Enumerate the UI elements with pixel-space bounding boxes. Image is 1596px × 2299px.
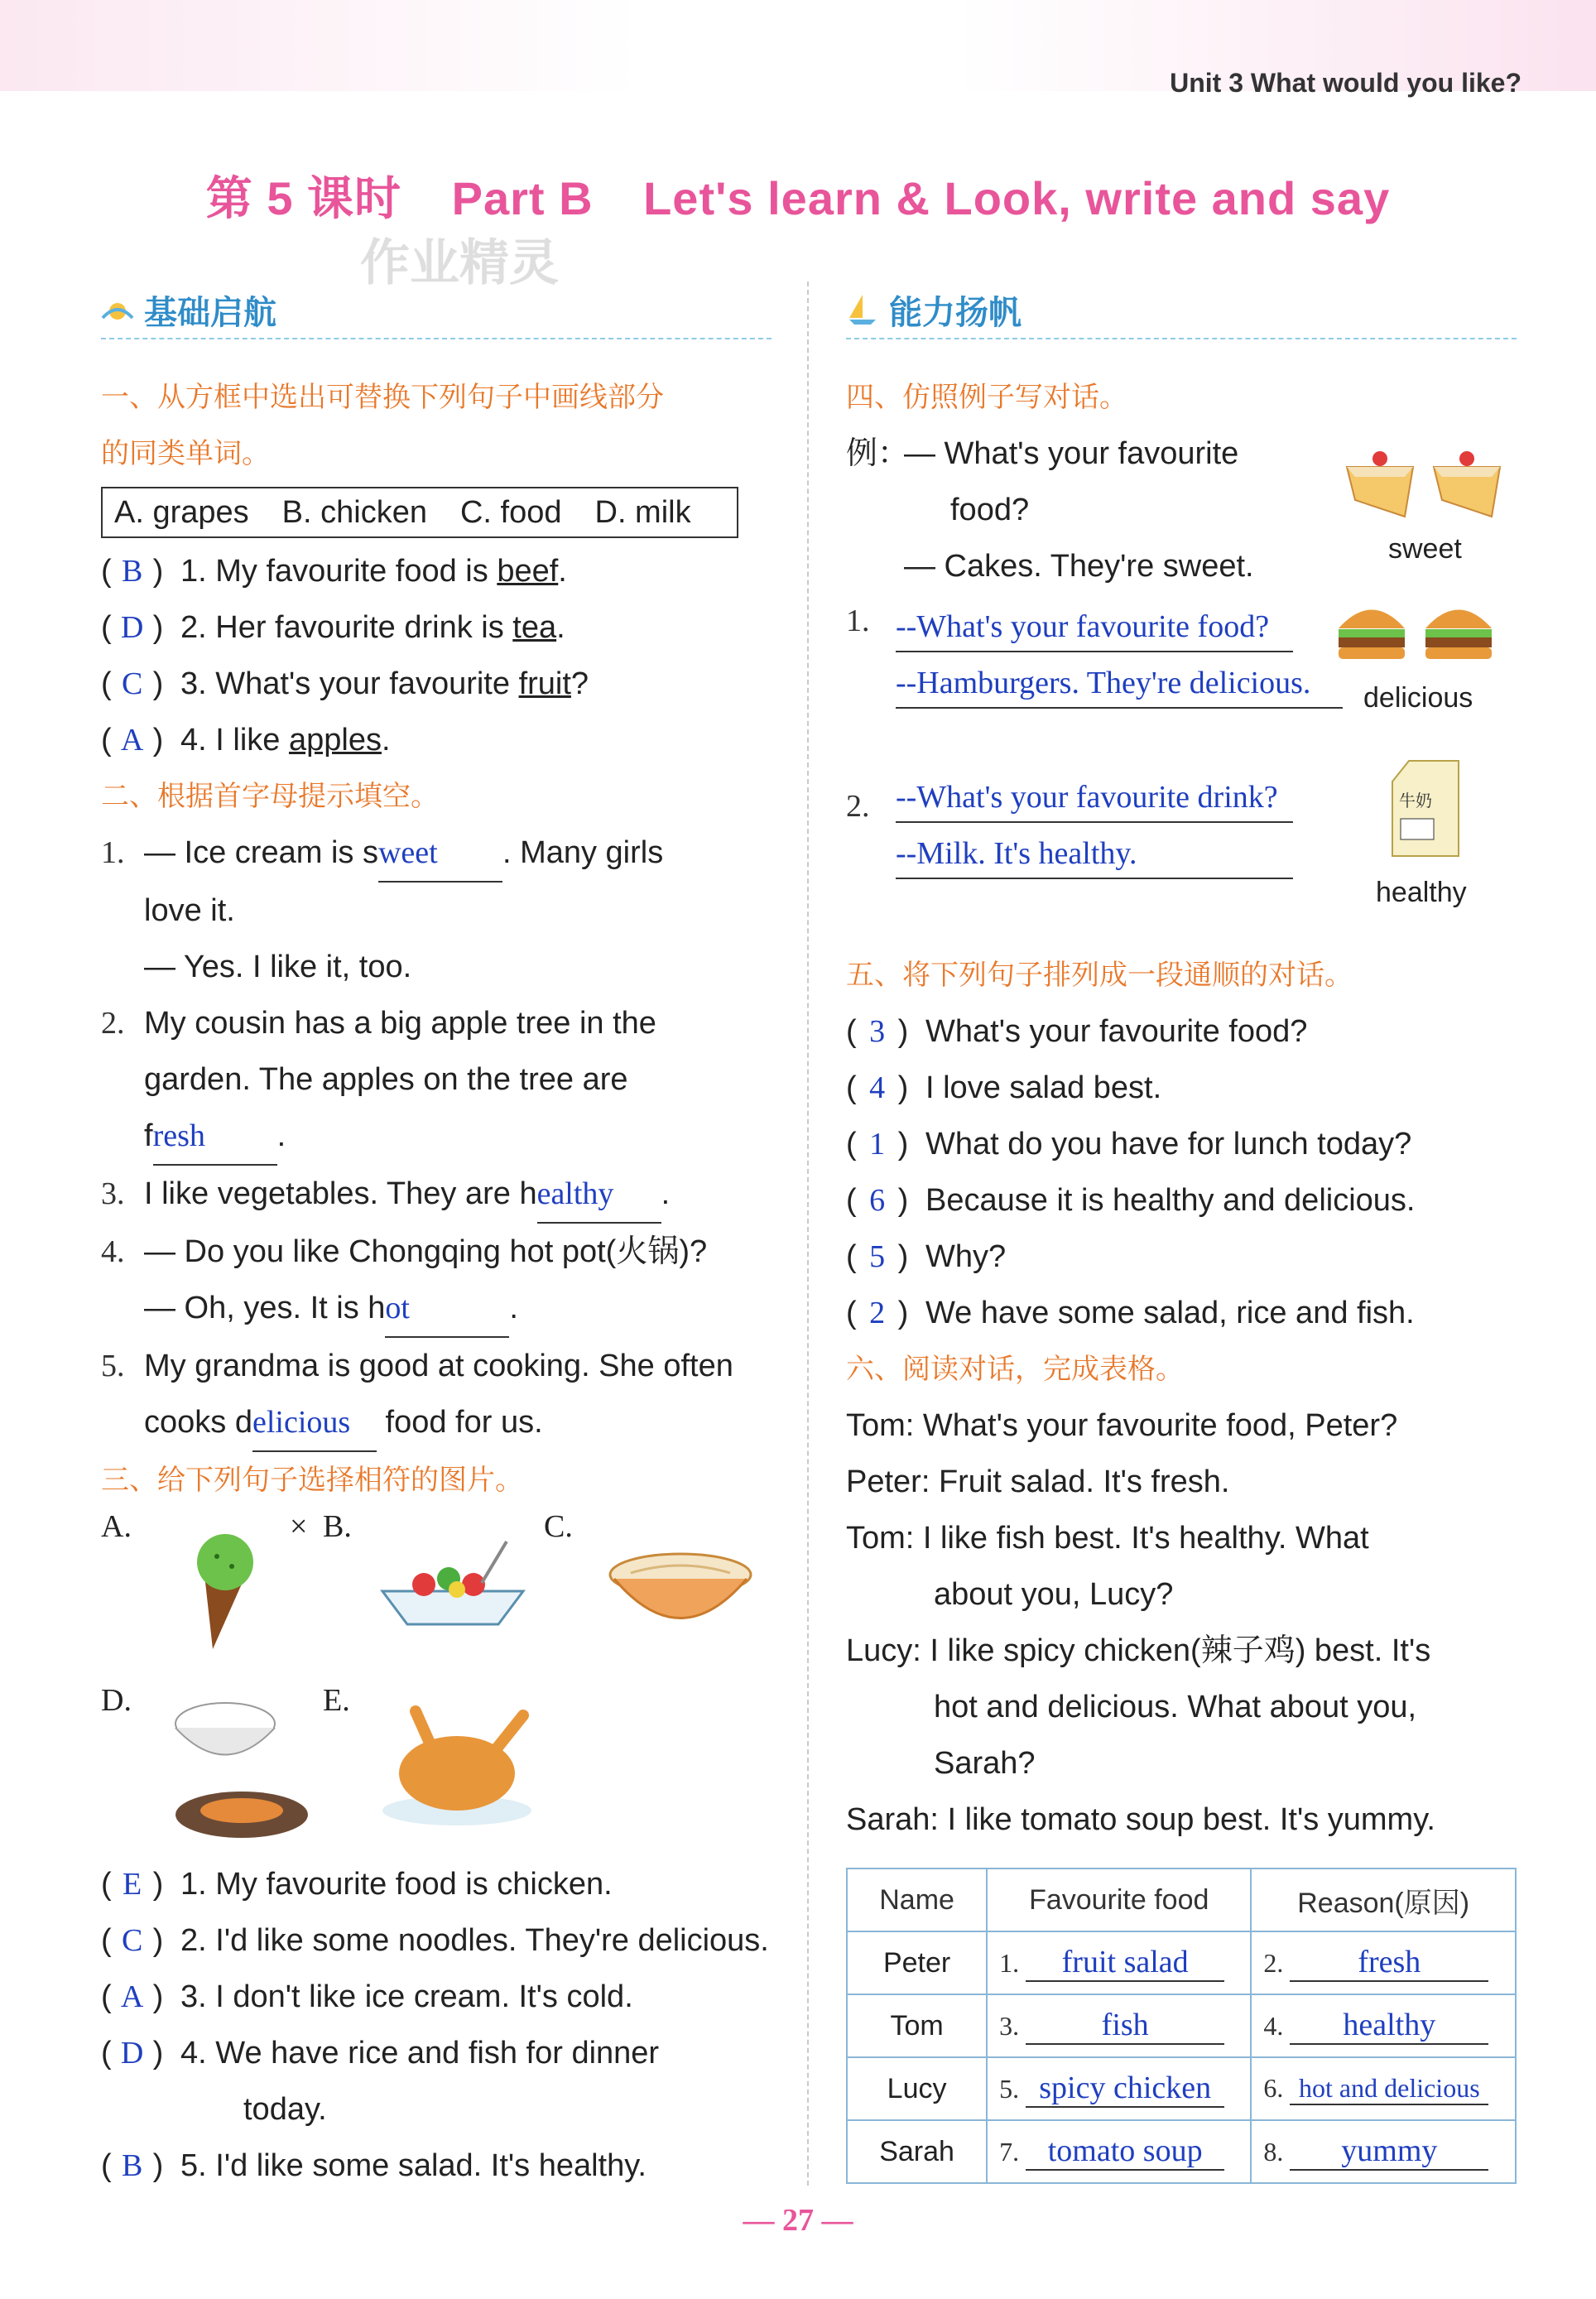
sailboat-icon [846,293,879,326]
answer-cell[interactable]: fish [1026,2007,1224,2045]
topic-label: Let's learn & Look, write and say [643,172,1391,224]
watermark: 作业精灵 [360,235,559,291]
answer-blank[interactable]: ealthy [537,1166,661,1224]
answer-line[interactable]: --Hamburgers. They're delicious. [896,659,1343,709]
q5-item: ( 6 ) Because it is healthy and delicious. [846,1172,1517,1229]
q2-item-cont: garden. The apples on the tree are [144,1062,628,1097]
section-ability-title: 能力扬帆 [889,293,1022,332]
answer-cell[interactable]: healthy [1290,2007,1488,2045]
answer-text: 2 [869,1296,886,1330]
word-option: D. milk [594,494,691,530]
answer-blank[interactable]: elicious [252,1394,377,1452]
delicious-label: delicious [1363,682,1473,714]
sweet-label: sweet [1388,533,1462,565]
q2-item-cont: — Yes. I like it, too. [144,950,412,984]
answer-text: C [121,1923,143,1958]
q3-item: ( D ) 4. We have rice and fish for dinner [101,2025,772,2081]
dialogue-line: Tom: I like fish best. It's healthy. What [846,1521,1369,1556]
answer-text: 1 [869,1127,886,1162]
dialogue-line: Sarah: I like tomato soup best. It's yummy. [846,1802,1435,1837]
part-label: Part B [451,172,594,224]
picture-options [101,1508,772,1856]
dialogue-line: Lucy: I like spicy chicken(辣子鸡) best. It's [846,1633,1431,1668]
underlined-word: beef [497,554,559,589]
answer-cell[interactable]: fresh [1290,1944,1488,1982]
word-option: A. grapes [114,494,249,530]
q2-item: 4. — Do you like Chongqing hot pot(火锅)? [101,1234,708,1269]
q2-item-cont: cooks delicious food for us. [101,1394,772,1452]
rice-and-fish-icon [151,1691,316,1856]
example-label: 例： [846,436,910,471]
word-box [101,487,738,538]
answer-text: D [120,610,144,645]
q2-item-cont: — Oh, yes. It is hot . [101,1280,772,1338]
sun-icon [101,293,134,326]
q2-item: 2. My cousin has a big apple tree in the [101,1006,656,1041]
pic-label-d: D. [101,1683,132,1718]
word-option: B. chicken [281,494,427,530]
table-row: Peter 1. fruit salad 2. fresh [847,1931,1516,1994]
left-column [101,281,772,2194]
q3-item: ( B ) 5. I'd like some salad. It's healthy. [101,2138,772,2194]
healthy-label: healthy [1376,877,1467,908]
section-basic-header [101,281,772,339]
dialogue-line: Sarah? [934,1746,1036,1781]
q1-item: ( A ) 4. I like apples. [101,712,772,768]
pic-label-b: B. [323,1509,352,1544]
q1-title: 一、从方框中选出可替换下列句子中画线部分 [101,381,664,414]
table-row: Tom 3. fish 4. healthy [847,1994,1516,2057]
table-header: Favourite food [987,1869,1251,1931]
answer-text: B [121,2148,143,2183]
dialogue-line: hot and delicious. What about you, [934,1690,1417,1724]
dialogue-line: Peter: Fruit salad. It's fresh. [846,1465,1230,1499]
example-dialogue: 例：— What's your favourite food? — Cakes. They're sweet. sweet [846,426,1517,591]
underlined-word: fruit [518,666,571,701]
answer-blank[interactable]: resh [153,1108,277,1166]
salad-icon [374,1533,531,1641]
q1-item: ( C ) 3. What's your favourite fruit? [101,656,772,712]
q5-item: ( 3 ) What's your favourite food? [846,1003,1517,1060]
dialogue-line: Tom: What's your favourite food, Peter? [846,1408,1398,1443]
q2-item: 5. My grandma is good at cooking. She often [101,1349,733,1383]
q1-item: ( D ) 2. Her favourite drink is tea. [101,599,772,656]
underlined-word: apples [288,723,382,758]
q1-item: ( B ) 1. My favourite food is beef. [101,543,772,599]
answer-text: B [121,554,143,589]
answer-line[interactable]: --What's your favourite food? [896,603,1293,652]
table-row: Sarah 7. tomato soup 8. yummy [847,2120,1516,2183]
milk-carton-icon [1384,757,1467,864]
answer-table [846,1868,1517,2184]
answer-blank[interactable]: ot [385,1280,509,1338]
pic-label-c: C. [544,1509,573,1544]
q2-item: 3. I like vegetables. They are healthy . [101,1166,772,1224]
q3-item: ( A ) 3. I don't like ice cream. It's cold. [101,1969,772,2025]
answer-cell[interactable]: spicy chicken [1026,2070,1224,2108]
q3-item: ( E ) 1. My favourite food is chicken. [101,1856,772,1912]
column-divider [807,281,809,2186]
cross-mark: × [290,1509,308,1544]
pic-label-a: A. [101,1509,132,1544]
q2-item: 1. — Ice cream is sweet . Many girls [101,825,772,883]
page-number: — 27 — [743,2203,853,2238]
answer-text: E [123,1867,142,1902]
table-header: Reason(原因) [1251,1869,1516,1931]
q3-item-cont: today. [243,2092,327,2127]
q5-item: ( 5 ) Why? [846,1229,1517,1285]
answer-text: C [121,666,143,701]
answer-line[interactable]: --Milk. It's healthy. [896,830,1293,879]
dialogue-line: about you, Lucy? [934,1577,1174,1612]
noodles-icon [606,1541,755,1641]
answer-text: 5 [869,1239,886,1274]
q1-title-cont: 的同类单词。 [101,437,270,470]
answer-cell[interactable]: yummy [1290,2133,1488,2171]
q5-item: ( 4 ) I love salad best. [846,1060,1517,1116]
answer-text: D [120,2036,144,2071]
unit-header: Unit 3 What would you like? [1170,68,1521,98]
lesson-label: 第 5 课时 [205,172,402,224]
pic-label-e: E. [323,1683,350,1718]
q5-item: ( 1 ) What do you have for lunch today? [846,1116,1517,1172]
answer-text: 4 [869,1070,886,1105]
table-row: Lucy 5. spicy chicken 6. hot and delicious [847,2057,1516,2120]
q6-title: 六、阅读对话，完成表格。 [846,1353,1184,1386]
q4-title: 四、仿照例子写对话。 [846,381,1127,414]
answer-blank[interactable]: weet [378,825,502,883]
answer-line[interactable]: --What's your favourite drink? [896,773,1293,823]
right-column [846,281,1517,2184]
answer-text: 3 [869,1014,886,1049]
section-ability-header [846,281,1517,339]
q3-item: ( C ) 2. I'd like some noodles. They're delicious. [101,1912,772,1969]
q2-item-cont: fresh . [101,1108,772,1166]
underlined-word: tea [512,610,557,645]
section-basic-title: 基础启航 [144,293,276,332]
answer-text: 6 [869,1183,886,1218]
answer-text: A [120,1979,144,2014]
q2-item-cont: love it. [144,893,235,928]
q5-item: ( 2 ) We have some salad, rice and fish. [846,1285,1517,1341]
carton-text: 牛奶 [1399,791,1432,810]
ice-cream-icon [180,1525,271,1657]
page-title [0,162,1596,228]
word-option: C. food [459,494,562,530]
answer-cell[interactable]: hot and delicious [1290,2073,1488,2105]
roast-chicken-icon [374,1699,540,1831]
answer-cell[interactable]: tomato soup [1026,2133,1224,2171]
answer-cell[interactable]: fruit salad [1026,1944,1224,1982]
answer-text: A [120,723,144,758]
cake-icon [1343,442,1508,525]
q4-item-1: 1. --What's your favourite food? --Hamburgers. They're delicious. delicious [846,591,1517,773]
q5-title: 五、将下列句子排列成一段通顺的对话。 [846,959,1353,992]
table-header: Name [847,1869,987,1931]
hamburger-icon [1334,591,1500,674]
q3-title: 三、给下列句子选择相符的图片。 [101,1464,523,1497]
q4-item-2: 2. --What's your favourite drink? --Milk. It's healthy. 牛奶 healthy [846,773,1517,947]
q2-title: 二、根据首字母提示填空。 [101,780,439,813]
